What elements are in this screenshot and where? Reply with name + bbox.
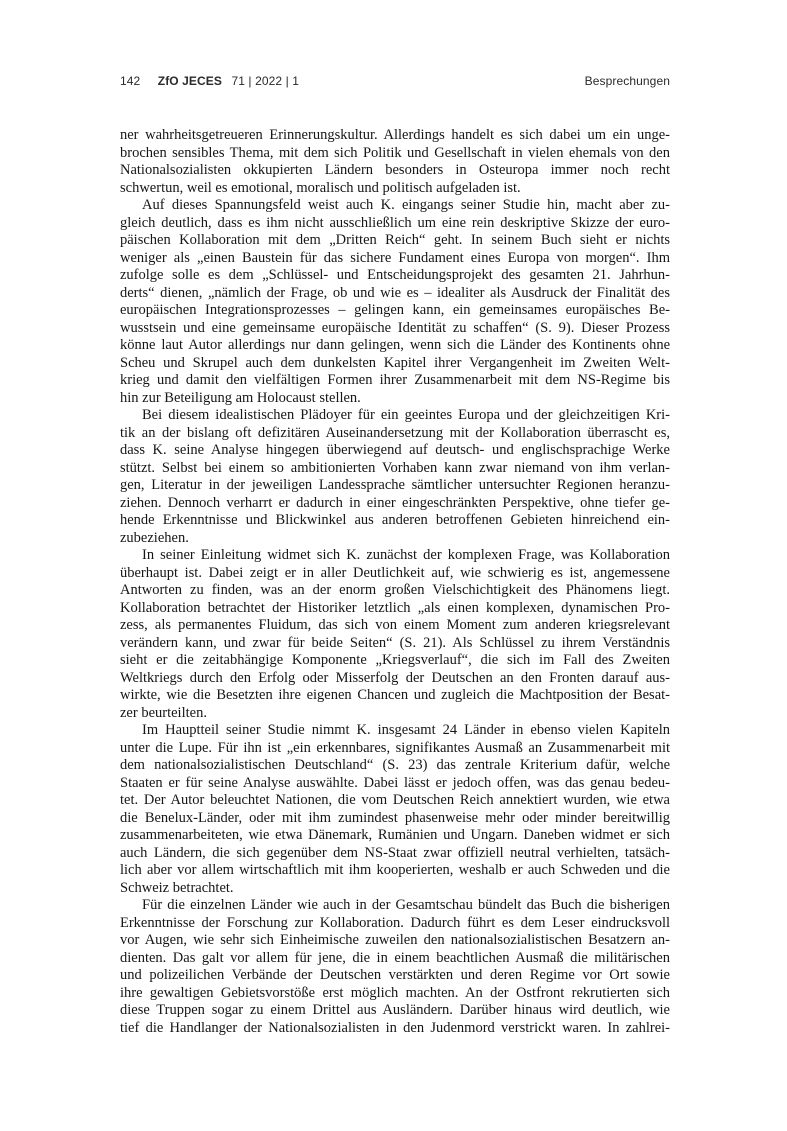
text-line: dienten. Das galt vor allem für jene, die in einem beachtlichen Ausmaß die militärischen [120, 949, 670, 966]
paragraph [120, 197, 670, 407]
text-line: auch Ländern, die sich gegenüber dem NS-Staat zwar offiziell neutral verhielten, tatsäch- [120, 844, 670, 861]
text-line: Weltkriegs durch den Erfolg oder Misserfolg der Deutschen an den Fronten darauf aus- [120, 669, 670, 686]
text-line: verändern kann, und zwar für beide Seiten“ (S. 21). Als Schlüssel zu ihrem Verständnis [120, 634, 670, 651]
text-line: Erkenntnisse der Forschung zur Kollaboration. Dadurch führt es dem Leser eindrucksvoll [120, 914, 670, 931]
text-line: europäischen Integrationsprozesses – gelingen kann, ein gemeinsames europäisches Be- [120, 302, 670, 318]
text-line: zusammenarbeiteten, wie etwa Dänemark, Rumänien und Ungarn. Daneben widmet er sich [120, 827, 670, 843]
text-line: gleich deutlich, dass es ihm nicht ausschließlich um eine rein deskriptive Skizze der euro- [120, 214, 670, 231]
paragraph [120, 722, 670, 897]
text-line: krieg und damit den vielfältigen Formen ihrer Zusammenarbeit mit dem NS-Regime bis [120, 372, 670, 388]
text-line: stützt. Selbst bei einem so ambitionierten Vorhaben kann zwar niemand von ihm verlan- [120, 459, 670, 476]
text-line: hin zur Beteiligung am Holocaust stellen. [120, 389, 361, 406]
text-line: die Benelux-Länder, oder mit ihm zumindest phasenweise mehr oder minder bereitwillig [120, 809, 670, 826]
text-line: Kollaboration betrachtet der Historiker letztlich „als einen komplexen, dynamischen Pro- [120, 599, 670, 616]
page-number: 142 [120, 74, 141, 88]
text-line: brochen sensibles Thema, mit dem sich Politik und Gesellschaft in vielen ehemals von den [120, 144, 670, 161]
text-line: zufolge solle es dem „Schlüssel- und Entscheidungsprojekt des gesamten 21. Jahrhun- [120, 267, 670, 283]
text-line: Schweiz betrachtet. [120, 879, 234, 896]
text-line: dem nationalsozialistischen Deutschland“ (S. 23) das zentrale Kriterium dafür, welche [120, 757, 670, 773]
journal-issue: 71 | 2022 | 1 [231, 74, 300, 88]
text-line: Für die einzelnen Länder wie auch in der Gesamtschau bündelt das Buch die bisherigen [142, 897, 670, 913]
paragraph [120, 407, 670, 547]
text-line: zess, als permanentes Fluidum, das sich von einem Moment zum anderen kriegsrelevant [120, 617, 670, 633]
text-line: Antworten zu finden, was an der enorm großen Vielschichtigkeit des Phänomens liegt. [120, 582, 670, 598]
paragraph [120, 547, 670, 722]
text-line: schwertun, weil es emotional, moralisch und politisch aufgeladen ist. [120, 179, 521, 196]
section-title: Besprechungen [584, 74, 670, 88]
text-line: ziehen. Dennoch verharrt er dadurch in einer eingeschränkten Perspektive, ohne tiefer ge- [120, 494, 670, 511]
body-text [120, 127, 670, 1037]
paragraph [120, 127, 670, 197]
text-line: tief die Handlanger der Nationalsozialisten in den Judenmord verstrickt waren. In zahlrei- [120, 1019, 670, 1036]
text-line: sieht er die zeitabhängige Komponente „Kriegsverlauf“, die sich im Fall des Zweiten [120, 652, 670, 668]
text-line: ner wahrheitsgetreueren Erinnerungskultur. Allerdings handelt es sich dabei um ein unge- [120, 127, 670, 143]
paragraph [120, 897, 670, 1037]
text-line: In seiner Einleitung widmet sich K. zunächst der komplexen Frage, was Kollaboration [142, 547, 670, 563]
text-line: hende Erkenntnisse und Blickwinkel aus anderen betroffenen Gebieten hinreichend ein- [120, 512, 670, 528]
text-line: überhaupt ist. Dabei zeigt er in aller Deutlichkeit auf, wie schwierig es ist, angemessene [120, 564, 670, 581]
text-line: Bei diesem idealistischen Plädoyer für ein geeintes Europa und der gleichzeitigen Kri- [142, 407, 670, 423]
text-line: Staaten er für seine Analyse auswählte. Dabei lässt er jedoch offen, was das genau bedeu- [120, 774, 670, 791]
text-line: unter die Lupe. Für ihn ist „ein erkennbares, signifikantes Ausmaß an Zusammenarbeit mit [120, 739, 670, 756]
text-line: wusstsein und eine gemeinsame europäische Identität zu schaffen“ (S. 9). Dieser Prozess [120, 319, 670, 336]
journal-name: ZfO JECES [157, 74, 223, 88]
text-line: Scheu und Skrupel auch dem dunkelsten Kapitel ihrer Vergangenheit im Zweiten Welt- [120, 354, 670, 371]
text-line: weniger als „einen Baustein für das sichere Fundament eines Europa von morgen“. Ihm [120, 249, 670, 266]
text-line: tik an der bislang oft defizitären Auseinandersetzung mit der Kollaboration überrascht es, [120, 424, 670, 441]
text-line: Nationalsozialisten okkupierten Ländern besonders in Osteuropa immer noch recht [120, 162, 670, 178]
header-left [120, 74, 299, 88]
text-line: ihre gewaltigen Gebietsvorstöße erst möglich machten. An der Ostfront rekrutierten sich [120, 984, 670, 1001]
text-line: und polizeilichen Verbände der Deutschen verstärkten und deren Regime vor Ort sowie [120, 967, 670, 983]
text-line: diese Truppen sogar zu einem Drittel aus Ausländern. Darüber hinaus wird deutlich, wie [120, 1002, 670, 1018]
text-line: vor Augen, wie sehr sich Einheimische zuweilen den nationalsozialistischen Besatzern an- [120, 932, 670, 948]
text-line: zubeziehen. [120, 529, 189, 546]
text-line: lich aber vor allem wirtschaftlich mit ihm kooperierten, weshalb er auch Schweden und die [120, 862, 670, 878]
text-line: wirkte, wie die Besetzten ihre eigenen Chancen und zugleich die Machtposition der Besat- [120, 687, 670, 703]
text-line: tet. Der Autor beleuchtet Nationen, die vom Deutschen Reich annektiert wurden, wie etwa [120, 792, 670, 808]
text-line: Auf dieses Spannungsfeld weist auch K. eingangs seiner Studie hin, macht aber zu- [142, 197, 670, 213]
running-header [120, 74, 670, 90]
text-line: derts“ dienen, „nämlich der Frage, ob und wie es – idealiter als Ausdruck der Finalität des [120, 284, 670, 301]
text-line: gen, Literatur in der jeweiligen Landessprache sämtlicher untersuchter Regionen heranzu- [120, 477, 670, 493]
text-line: päischen Kollaboration mit dem „Dritten Reich“ geht. In seinem Buch sieht er nichts [120, 232, 670, 248]
text-line: Im Hauptteil seiner Studie nimmt K. insgesamt 24 Länder in ebenso vielen Kapiteln [142, 722, 670, 738]
text-line: könne laut Autor allerdings nur dann gelingen, wenn sich die Länder des Kontinents ohne [120, 337, 670, 353]
text-line: zer beurteilten. [120, 704, 207, 721]
text-line: dass K. seine Analyse hingegen überwiegend auf deutsch- und englischsprachige Werke [120, 442, 670, 458]
